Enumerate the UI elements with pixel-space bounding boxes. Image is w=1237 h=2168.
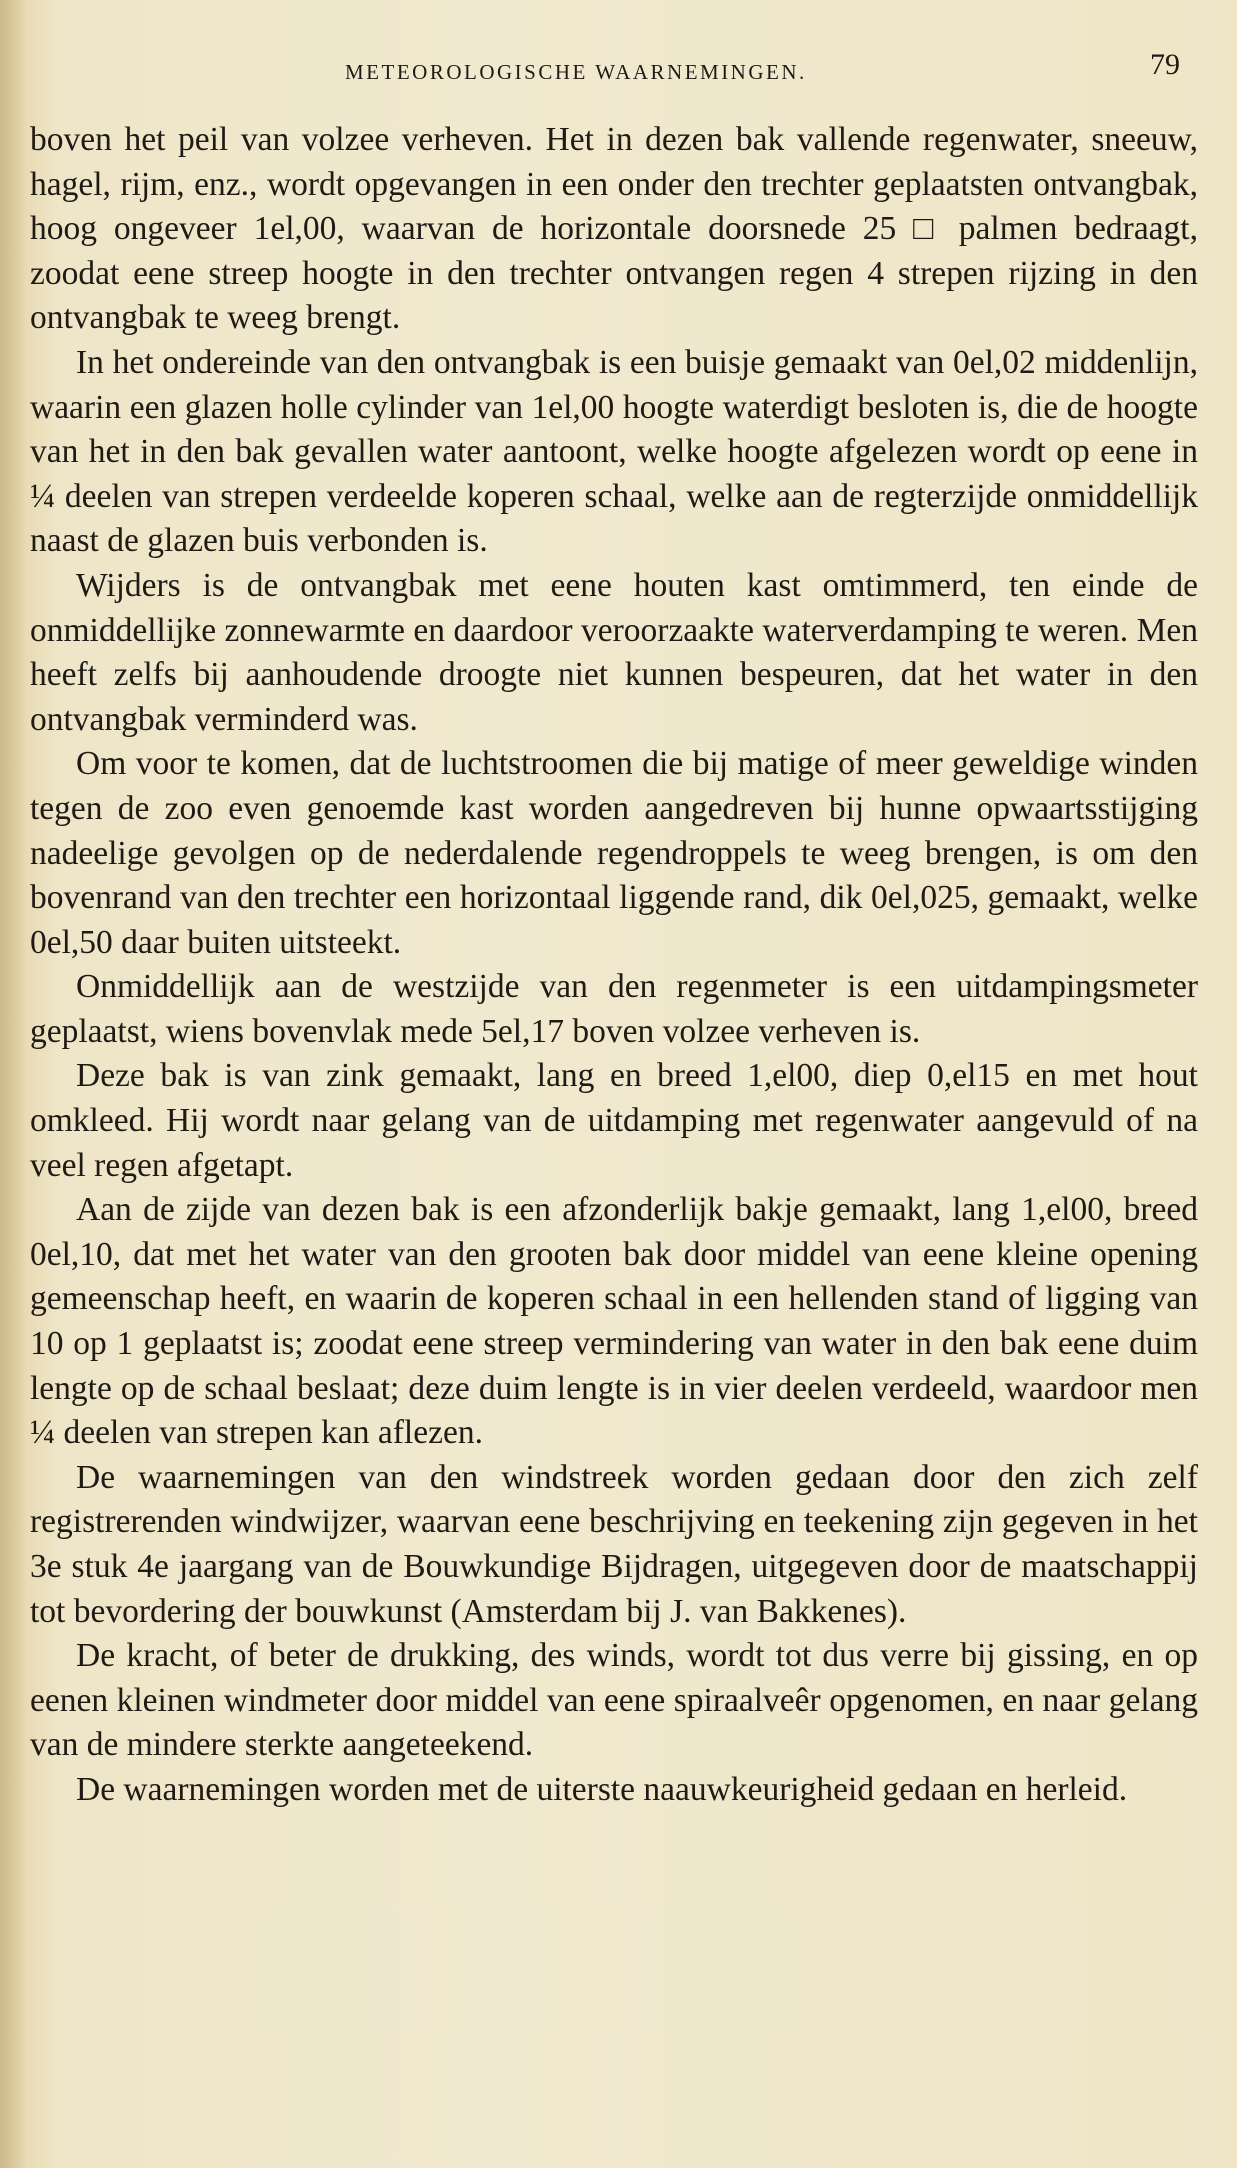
paragraph: Aan de zijde van dezen bak is een afzonderlijk bakje gemaakt, lang 1,el00, breed 0el,10, dat met het water van den grooten bak door middel van eene kleine opening gemeenschap heeft, en waarin de koperen schaal in een hellenden stand of ligging van 10 op 1 geplaatst is; zoodat eene streep vermindering van water in den bak eene duim lengte op de schaal beslaat; deze duim lengte is in vier deelen verdeeld, waardoor men ¼ deelen van strepen kan aflezen. xyxy=(30,1191,1198,1452)
paragraph: De waarnemingen worden met de uiterste naauwkeurigheid gedaan en herleid. xyxy=(76,1770,1128,1808)
paragraph: In het ondereinde van den ontvangbak is een buisje gemaakt van 0el,02 middenlijn, waarin een glazen holle cylinder van 1el,00 hoogte waterdigt besloten is, die de hoogte van het in den bak gevallen water aantoont, welke hoogte afgelezen wordt op eene in ¼ deelen van strepen verdeelde koperen schaal, welke aan de regterzijde onmiddellijk naast de glazen buis verbonden is. xyxy=(30,343,1198,560)
running-head: METEOROLOGISCHE WAARNEMINGEN. xyxy=(345,60,807,84)
body-text xyxy=(30,118,1198,1813)
paragraph: Onmiddellijk aan de westzijde van den regenmeter is een uitdampingsmeter geplaatst, wiens bovenvlak mede 5el,17 boven volzee verheven is. xyxy=(30,968,1198,1050)
paragraph: De waarnemingen van den windstreek worden gedaan door den zich zelf registrerenden windwijzer, waarvan eene beschrijving en teekening zijn gegeven in het 3e stuk 4e jaargang van de Bouwkundige Bijdragen, uitgegeven door de maatschappij tot bevordering der bouwkunst (Amsterdam bij J. van Bakkenes). xyxy=(30,1458,1198,1630)
paragraph: De kracht, of beter de drukking, des winds, wordt tot dus verre bij gissing, en op eenen kleinen windmeter door middel van eene spiraalveêr opgenomen, en naar gelang van de mindere sterkte aangeteekend. xyxy=(30,1637,1198,1764)
page-number: 79 xyxy=(1150,48,1180,81)
paragraph: Wijders is de ontvangbak met eene houten kast omtimmerd, ten einde de onmiddellijke zonnewarmte en daardoor veroorzaakte waterverdamping te weren. Men heeft zelfs bij aanhoudende droogte niet kunnen bespeuren, dat het water in den ontvangbak verminderd was. xyxy=(30,566,1198,738)
paragraph: boven het peil van volzee verheven. Het in dezen bak vallende regenwater, sneeuw, hagel, rijm, enz., wordt opgevangen in een onder den trechter geplaatsten ontvangbak, hoog ongeveer 1el,00, waarvan de horizontale doorsnede 25 □ palmen bedraagt, zoodat eene streep hoogte in den trechter ontvangen regen 4 strepen rijzing in den ontvangbak te weeg brengt. xyxy=(30,121,1198,337)
paragraph: Om voor te komen, dat de luchtstroomen die bij matige of meer geweldige winden tegen de zoo even genoemde kast worden aangedreven bij hunne opwaartsstijging nadeelige gevolgen op de nederdalende regendroppels te weeg brengen, is om den bovenrand van den trechter een horizontaal liggende rand, dik 0el,025, gemaakt, welke 0el,50 daar buiten uitsteekt. xyxy=(30,745,1198,961)
paragraph: Deze bak is van zink gemaakt, lang en breed 1,el00, diep 0,el15 en met hout omkleed. Hij wordt naar gelang van de uitdamping met regenwater aangevuld of na veel regen afgetapt. xyxy=(30,1057,1198,1184)
page-gutter-shadow xyxy=(0,0,26,2168)
page-header xyxy=(0,48,1237,98)
